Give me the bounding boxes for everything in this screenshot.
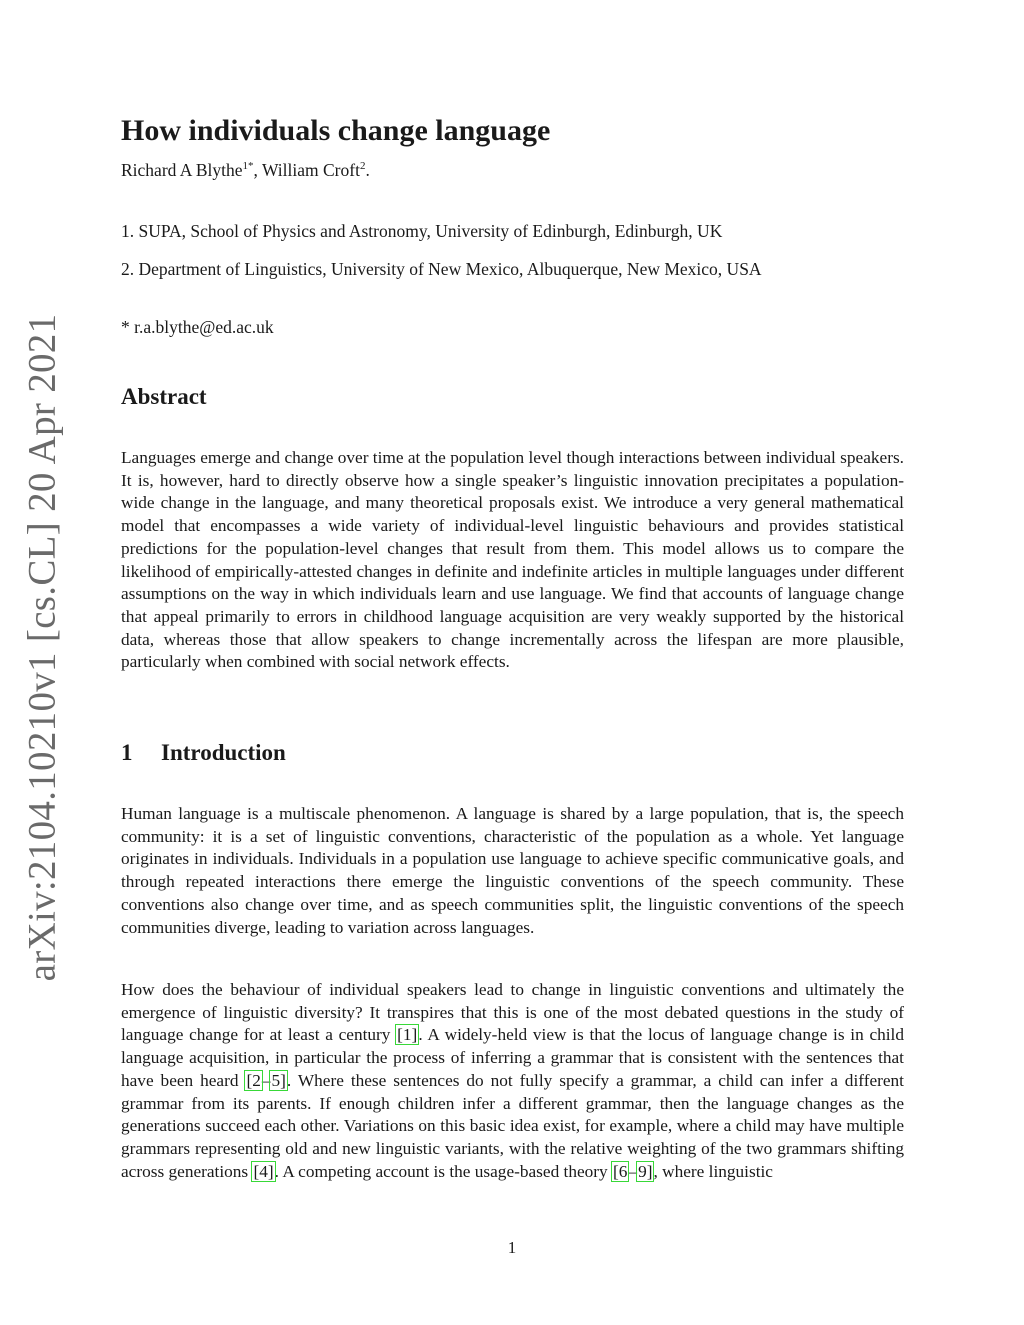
citation-link-4[interactable]: [4] bbox=[253, 1161, 274, 1181]
citation-link-6[interactable]: [6 bbox=[613, 1161, 628, 1181]
paragraph-text: . Where these sentences do not fully specify a grammar, a child can infer a different grammar from its parents. If enough children infer a different grammar, then the language changes as the generations succeed each other. Variations on this basic idea exist, for example, where a child may have multiple grammars representing old and new linguistic variants, with the relative weighting of the two grammars shifting across generations bbox=[121, 1070, 904, 1181]
corresponding-email: * r.a.blythe@ed.ac.uk bbox=[121, 317, 274, 337]
author-2-affiliation-mark: 2 bbox=[359, 160, 366, 173]
citation-link-1[interactable]: [1] bbox=[397, 1025, 418, 1045]
citation-link-2[interactable]: [2 bbox=[246, 1070, 261, 1090]
citation-link-9[interactable]: 9] bbox=[638, 1161, 653, 1181]
citation-link-5[interactable]: 5] bbox=[271, 1070, 286, 1090]
affiliation-1: 1. SUPA, School of Physics and Astronomy, University of Edinburgh, Edinburgh, UK bbox=[121, 221, 723, 241]
page-number: 1 bbox=[507, 1238, 517, 1257]
arxiv-identifier-stamp bbox=[20, 313, 64, 981]
introduction-heading bbox=[121, 740, 904, 766]
citation-range-dash: – bbox=[628, 1161, 638, 1181]
paragraph-text: How does the behaviour of individual speakers lead to change in linguistic conventions and ultimately the emergence of linguistic diversity? It transpires that this is one of the most debated questions in the study of language change for at least a century bbox=[121, 980, 904, 1045]
intro-paragraph-2 bbox=[121, 979, 904, 1183]
paragraph-text: . A competing account is the usage-based theory bbox=[274, 1161, 613, 1181]
paper-title: How individuals change language bbox=[121, 114, 551, 147]
intro-paragraph-1: Human language is a multiscale phenomenon. A language is shared by a large population, that is, the speech community: it is a set of linguistic conventions, characteristic of the population as a whole. Yet language originates in individuals. Individuals in a population use language to achieve specific communicative goals, and through repeated interactions there emerge the linguistic conventions of the speech community. These conventions also change over time, and as speech communities split, the linguistic conventions of the speech communities diverge, leading to variation across languages. bbox=[121, 804, 904, 937]
citation-range-dash: – bbox=[261, 1070, 271, 1090]
paragraph-text: , where linguistic bbox=[653, 1161, 773, 1181]
affiliation-2: 2. Department of Linguistics, University of New Mexico, Albuquerque, New Mexico, USA bbox=[121, 259, 762, 279]
author-1-affiliation-mark: 1* bbox=[242, 160, 254, 173]
author-2: William Croft bbox=[261, 160, 360, 180]
abstract-text: Languages emerge and change over time at the population level though interactions between individual speakers. It is, however, hard to directly observe how a single speaker’s linguistic innovation precipitates a population-wide change in the language, and many theoretical proposals exist. We introduce a very general mathematical model that encompasses a wide variety of individual-level linguistic behaviours and provides statistical predictions for the population-level changes that result from them. This model allows us to compare the likelihood of empirically-attested changes in definite and indefinite articles in multiple languages under different assumptions on the way in which individuals learn and use language. We find that accounts of language change that appeal primarily to errors in childhood language acquisition are very weakly supported by the historical data, whereas those that allow speakers to change incrementally across the lifespan are more plausible, particularly when combined with social network effects. bbox=[121, 448, 904, 672]
arxiv-stamp-text: arXiv:2104.10210v1 [cs.CL] 20 Apr 2021 bbox=[20, 313, 64, 981]
author-1: Richard A Blythe bbox=[121, 160, 243, 180]
author-line bbox=[121, 160, 904, 181]
section-title: Introduction bbox=[161, 740, 286, 765]
author-separator: , bbox=[253, 160, 262, 180]
author-line-end: . bbox=[365, 160, 370, 180]
abstract-heading: Abstract bbox=[121, 384, 207, 409]
section-number: 1 bbox=[121, 740, 133, 765]
paragraph-text: . A widely-held view is that the locus of language change is in child language acquisition, in particular the process of inferring a grammar that is consistent with the sentences that have been heard bbox=[121, 1025, 904, 1090]
